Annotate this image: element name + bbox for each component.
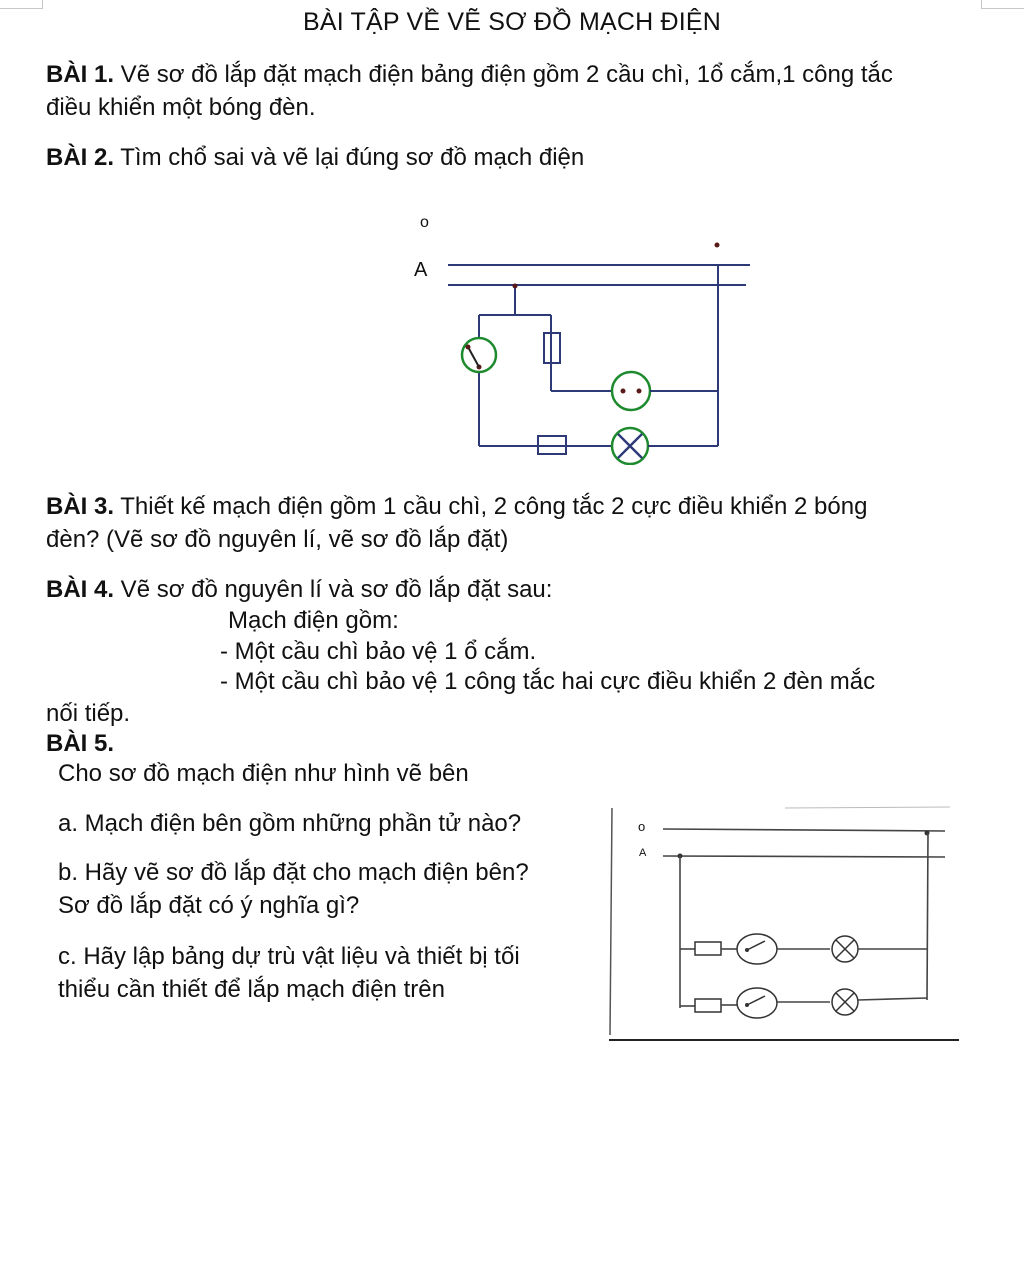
- tap-dot: [513, 284, 518, 289]
- bai3-label: BÀI 3.: [46, 493, 115, 520]
- fuse-symbol-bottom: [538, 436, 566, 454]
- bai1-line2: điều khiển một bóng đèn.: [46, 94, 316, 121]
- wire5-right-vertical: [927, 833, 928, 1000]
- bai5-question-b: [58, 856, 529, 922]
- bai2-text: Tìm chổ sai và vẽ lại đúng sơ đồ mạch điện: [114, 144, 585, 171]
- diagram-label-a: A: [414, 259, 428, 281]
- wire5-line-a: [663, 856, 945, 857]
- bai4-item2-cont: nối tiếp.: [46, 700, 131, 727]
- bai4-item2: - Một cầu chì bảo vệ 1 công tắc hai cực điều khiển 2 đèn mắc: [220, 668, 876, 695]
- fuse-symbol-vertical: [544, 333, 560, 363]
- switch5-symbol-2: [737, 988, 777, 1018]
- bai5-intro: Cho sơ đồ mạch điện như hình vẽ bên: [58, 760, 469, 787]
- bai4-text: Vẽ sơ đồ nguyên lí và sơ đồ lắp đặt sau:: [114, 576, 553, 603]
- bai4-paragraph: [46, 573, 552, 606]
- bai3-line2: đèn? (Vẽ sơ đồ nguyên lí, vẽ sơ đồ lắp đặt): [46, 526, 509, 553]
- bai1-paragraph: [46, 58, 893, 124]
- diagram5-label-a: A: [639, 847, 647, 859]
- fuse5-symbol-2: [695, 999, 721, 1012]
- bai5-label: BÀI 5.: [46, 730, 115, 757]
- bai3-line1: Thiết kế mạch điện gồm 1 cầu chì, 2 công tắc 2 cực điều khiển 2 bóng: [114, 493, 868, 520]
- socket-symbol: [612, 372, 650, 410]
- bai5-question-c-line1: c. Hãy lập bảng dự trù vật liệu và thiết bị tối: [58, 943, 520, 970]
- bai2-label: BÀI 2.: [46, 144, 115, 171]
- wire5-b2-d: [858, 998, 927, 1000]
- bai4-intro: Mạch điện gồm:: [228, 607, 399, 634]
- bai5-circuit-diagram: [605, 800, 965, 1050]
- page-title: BÀI TẬP VỀ VẼ SƠ ĐỒ MẠCH ĐIỆN: [302, 8, 722, 36]
- lamp5-symbol-2: [832, 989, 858, 1015]
- bai5-question-c-line2: thiểu cần thiết để lắp mạch điện trên: [58, 976, 445, 1003]
- bai3-paragraph: [46, 490, 867, 556]
- lamp5-symbol-1: [832, 936, 858, 962]
- switch5-symbol-1: [737, 934, 777, 964]
- bai5-question-a: a. Mạch điện bên gồm những phần tử nào?: [58, 810, 522, 837]
- diagram-frame-left: [610, 808, 612, 1035]
- bai1-label: BÀI 1.: [46, 61, 115, 88]
- bai1-line1: Vẽ sơ đồ lắp đặt mạch điện bảng điện gồm 2 cầu chì, 1ổ cắm,1 công tắc: [114, 61, 893, 88]
- bai5-question-c: [58, 940, 520, 1006]
- bai4-label: BÀI 4.: [46, 576, 115, 603]
- diagram-frame-top: [785, 807, 950, 808]
- diagram5-label-o: o: [638, 819, 646, 834]
- fuse5-symbol-1: [695, 942, 721, 955]
- wire5-line-o: [663, 829, 945, 831]
- bai4-item1: - Một cầu chì bảo vệ 1 ổ cắm.: [220, 638, 537, 665]
- junction-dot: [715, 243, 720, 248]
- bai2-paragraph: [46, 141, 584, 174]
- bai2-circuit-diagram: [400, 205, 760, 465]
- switch-symbol: [462, 338, 496, 372]
- bai5-question-b-line2: Sơ đồ lắp đặt có ý nghĩa gì?: [58, 892, 360, 919]
- diagram-label-o: o: [420, 214, 429, 231]
- bai5-question-b-line1: b. Hãy vẽ sơ đồ lắp đặt cho mạch điện bên?: [58, 859, 529, 886]
- lamp-symbol: [612, 428, 648, 464]
